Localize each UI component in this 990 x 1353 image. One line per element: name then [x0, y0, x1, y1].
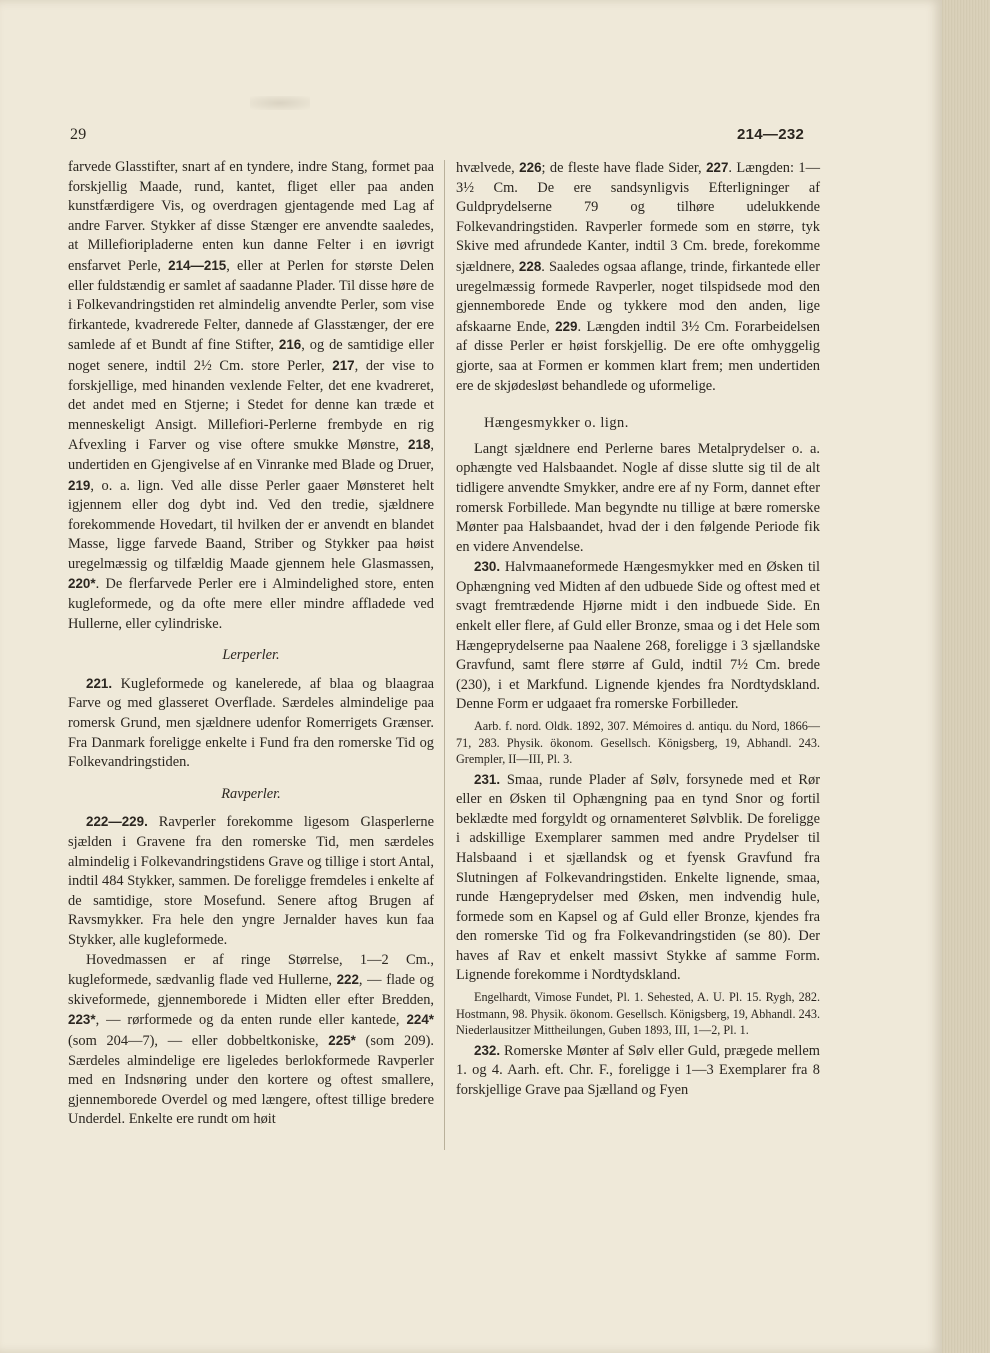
section-number: 231. — [474, 771, 501, 787]
paragraph-230: 230. Halvmaaneformede Hængesmykker med en Øsken til Ophængning ved Midten af den udbuede Side og oftest med et svagt fremtrædende Hjørne midt i den indbuede Side. En enkelt eller flere, af Guld eller Bronze, smaa og i det Hele som Hængeprydelserne paa Naalene 268, foreligge i 3 sjællandske Gravfund, samt flere større af Guld, indtil 7½ Cm. brede (230), i et Markfund. Lignende kjendes fra Nordtydskland. Denne Form er udgaaet fra romerske Forbilleder. — [456, 559, 820, 713]
paragraph-222-229: 222—229. Ravperler forekomme ligesom Glasperlerne sjælden i Gravene fra den romerske Tid, men særdeles almindelig i Folkevandringstidens Grave og tillige i stort Antal, indtil 484 Stykker, sammen. De foreligge fremdeles i enkelte af de samtidige, store Mosefund. Senere aftog Brugen af Ravsmykker. Fra hele den yngre Jernalder haves kun faa Stykker, alle kugleformede. — [68, 814, 434, 948]
figure-ref: 226 — [519, 160, 542, 175]
paragraph-221: 221. Kugleformede og kanelerede, af blaa og blaagraa Farve og med glasseret Overflade. Særdeles almindelige paa romersk Grund, men sjældnere udenfor Romerrigets Grænser. Fra Danmark foreligge enkelte i Fund fra den romerske Tid og Folkevandringstiden. — [68, 675, 434, 771]
paragraph-232: 232. Romerske Mønter af Sølv eller Guld, prægede mellem 1. og 4. Aarh. eft. Chr. F., foreligge i 1—3 Exemplarer fra 8 forskjellige Grave paa Sjælland og Fyen — [456, 1042, 820, 1098]
figure-ref: 220* — [68, 576, 96, 592]
paragraph-hvaelvede: hvælvede, 226; de fleste have flade Sider, 227. Længden: 1—3½ Cm. De ere sandsynligvis Efterligninger af Guldprydelserne 79 og tilhøre udelukkende Folkevandringstiden. Ravperler formede som en større, tyk Skive med afrundede Kanter, indtil 3 Cm. brede, forekomme sjældnere, 228. Saaledes ogsaa aflange, trinde, firkantede eller uregelmæssig formede Ravperler, noget tilspidsede mod den gjennemborede Ende og tykkere mod den anden, lige afskaarne Ende, 229. Længden indtil 3½ Cm. Forarbeidelsen af disse Perler er høist forskjellig. De ere ofte omhyggelig gjorte, saa at Formen er kommen klart frem; men undertiden ere de skjødesløst behandlede og uformelige. — [456, 160, 820, 394]
section-number: 222—229. — [86, 814, 148, 830]
figure-ref: 218 — [408, 437, 431, 453]
paragraph-231: 231. Smaa, runde Plader af Sølv, forsynede med et Rør eller en Øsken til Ophængning paa en tynd Snor og fortil beklædte med forgyldt og ornamenteret Sølvblik. De foreligge i adskillige Exemplarer sammen med andre Prydelser til Halsbaand i et sjællandsk og et fyensk Gravfund fra Slutningen af Folkevandringstiden. Enkelte lignende, smaa, runde Hængeprydelser med Øsken, men indvendig hule, formede som en Kapsel og af Guld eller Bronze, kjendes fra den romerske Tid og fra Folkevandringstiden (se 80). Der haves af Rav et enkelt massivt Stykke af samme Form. Lignende forekomme i Nordtydskland. — [456, 771, 820, 984]
figure-ref: 222 — [336, 972, 359, 988]
heading-ravperler: Ravperler. — [221, 785, 281, 802]
references-231: Engelhardt, Vimose Fundet, Pl. 1. Sehested, A. U. Pl. 15. Rygh, 282. Hostmann, 98. Physik. ökonom. Gesellsch. Königsberg, 19, Abhandl. 243. Niederlausitzer Mittheilungen, Guben 1893, III, 1—2, Pl. 1. — [456, 990, 820, 1038]
paper-smudge — [250, 96, 310, 110]
figure-ref: 225* — [328, 1032, 356, 1048]
figure-ref: 217 — [332, 357, 355, 373]
paragraph-hovedmassen: Hovedmassen er af ringe Størrelse, 1—2 Cm., kugleformede, sædvanlig flade ved Hullerne, 222, — flade og skiveformede, gjennemborede i Midten eller efter Bredden, 223*, — rørformede og da enten runde eller kantede, 224* (som 204—7), — eller dobbeltkoniske, 225* (som 209). Særdeles almindelige ere ligeledes berlokformede Ravperler med en Indsnøring under den kortere og oftest smallere, gjennemborede Overdel og med længere, oftest tillige bredere Underdel. Enkelte ere rundt om høit — [68, 951, 434, 1128]
page-number: 29 — [70, 126, 87, 143]
heading-lerperler: Lerperler. — [222, 647, 280, 664]
heading-haengesmykker: Hængesmykker o. lign. — [484, 415, 629, 432]
section-number: 232. — [474, 1042, 501, 1058]
figure-ref: 216 — [278, 337, 302, 353]
figure-ref: 228 — [518, 258, 542, 274]
left-column — [68, 158, 434, 1130]
section-range: 214—232 — [737, 126, 805, 143]
figure-ref: 224* — [406, 1012, 434, 1028]
section-number: 230. — [474, 559, 501, 575]
figure-ref: 229 — [555, 318, 578, 334]
figure-ref: 214—215 — [168, 257, 227, 273]
figure-ref: 223* — [68, 1012, 96, 1028]
figure-ref: 219 — [68, 477, 91, 493]
paragraph-millefiori: farvede Glasstifter, snart af en tyndere, indre Stang, formet paa forskjellig Maade, rund, kantet, fliget eller paa anden kunstfærdigere Vis, og overdragen gjentagende med Lag af andre Farver. Stykker af disse Stænger ere anvendte saaledes, at Millefioripladerne enten kun danne Felter i en iøvrigt ensfarvet Perle, 214—215, eller at Perlen for største Delen eller fuldstændig er samlet af saadanne Plader. Til disse høre de i Folkevandringstiden ret almindelig anvendte Perler, som vise firkantede, kvadrerede Felter, dannede af Glasstænger, der ere samlede af et Bundt af fine Stifter, 216, og de samtidige eller noget senere, indtil 2½ Cm. store Perler, 217, der vise to forskjellige, med hinanden vexlende Felter, det ene kvadreret, det andet med en Stjerne; i Stedet for denne kan træde et menneskeligt Ansigt. Millefiori-Perlerne frembyde en rig Afvexling i Farver og vise oftere smukke Mønstre, 218, undertiden en Gjengivelse af en Vinranke med Blade og Druer, 219, o. a. lign. Ved alle disse Perler gaaer Mønsteret helt igjennem eller dog dybt ind. Ved den tredie, sjældnere forekommende Hovedart, til hvilken der er anvendt en blandet Masse, ligge farvede Baand, Striber og Stykker paa høist uregelmæssig og tilfældig Maade gjennem hele Glasmassen, 220*. De flerfarvede Perler ere i Almindelighed store, enten kugleformede, og da ofte mere eller mindre affladede ved Hullerne, eller cylindriske. — [68, 159, 435, 632]
section-number: 221. — [86, 675, 113, 691]
page-stack-edge — [942, 0, 990, 1353]
references-230: Aarb. f. nord. Oldk. 1892, 307. Mémoires d. antiqu. du Nord, 1866—71, 283. Physik. ökonom. Gesellsch. Königsberg, 19, Abhandl. 243. Grempler, II—III, Pl. 3. — [456, 719, 820, 767]
column-divider — [444, 160, 445, 1150]
figure-ref: 227 — [706, 160, 729, 175]
right-column — [456, 158, 820, 1100]
paragraph-metalprydelser: Langt sjældnere end Perlerne bares Metalprydelser o. a. ophængte ved Halsbaandet. Nogle af disse slutte sig til de alt tidligere anvendte Smykker, andre ere af ny Form, dannet efter romersk Forbillede. Man begyndte nu tillige at bære romerske Mønter paa Halsbaandet, hvad der i den følgende Periode fik en videre Anvendelse. — [456, 440, 820, 555]
